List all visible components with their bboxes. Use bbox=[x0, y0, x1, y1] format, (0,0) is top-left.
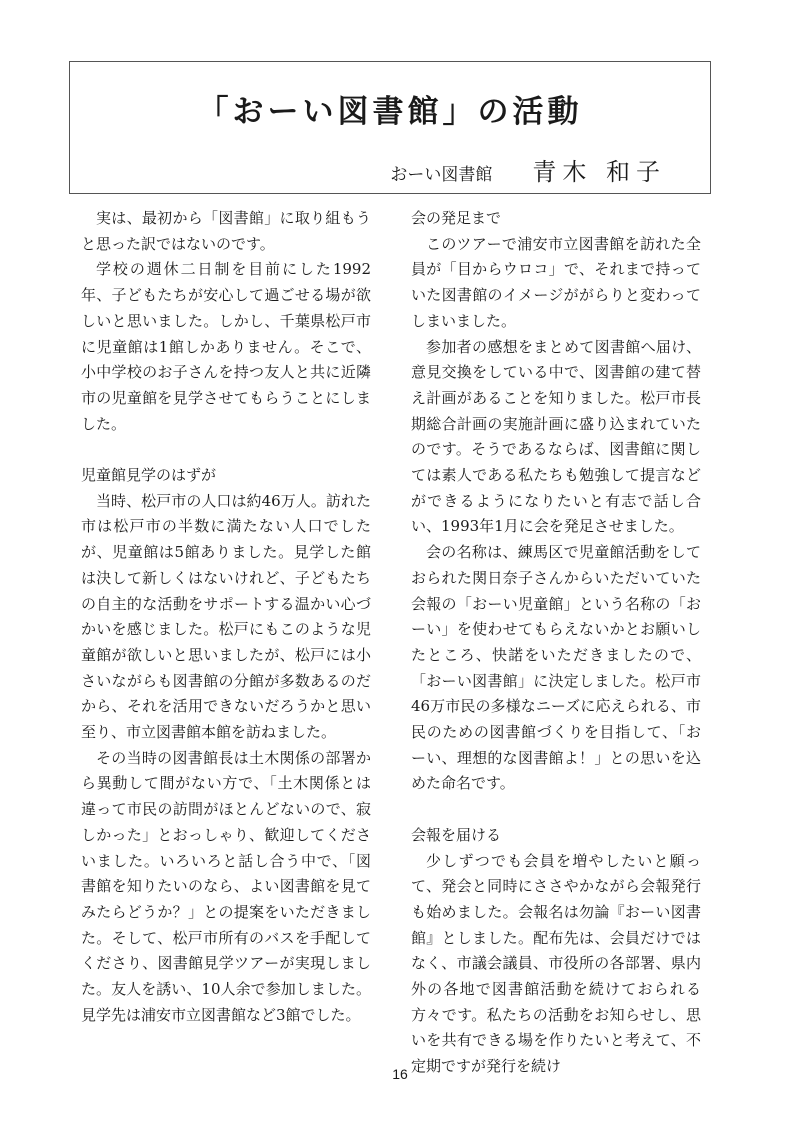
section-heading: 会の発足まで bbox=[411, 209, 502, 227]
spacer bbox=[411, 797, 701, 823]
author-name: 青木 和子 bbox=[532, 158, 666, 186]
article-title: 「おーい図書館」の活動 bbox=[197, 94, 583, 130]
title-box bbox=[69, 61, 711, 194]
paragraph: 実は、最初から「図書館」に取り組もうと思った訳ではないのです。 bbox=[81, 209, 371, 253]
paragraph: このツアーで浦安市立図書館を訪れた全員が「目からウロコ」で、それまで持っていた図書館のイメージががらりと変わってしまいました。 bbox=[411, 234, 701, 330]
paragraph: 会の名称は、練馬区で児童館活動をしておられた関日奈子さんからいただいていた会報の「おーい児童館」という名称の「おーい」を使わせてもらえないかとお願いしたところ、快諾をいただきましたので、「おーい図書館」に決定しました。松戸市46万市民の多様なニーズに応えられる、市民のための図書館づくりを目指して、「おーい、理想的な図書館よ！」との思いを込めた命名です。 bbox=[411, 543, 701, 793]
byline bbox=[390, 152, 666, 187]
paragraph: 少しずつでも会員を増やしたいと願って、発会と同時にささやかながら会報発行も始めました。会報名は勿論『おーい図書館』としました。配布先は、会員だけではなく、市議会議員、市役所の各部署、県内外の各地で図書館活動を続けておられる方々です。私たちの活動をお知らせし、思いを共有できる場を作りたいと考えて、不定期ですが発行を続け bbox=[411, 851, 701, 1076]
section-heading: 児童館見学のはずが bbox=[81, 466, 217, 485]
right-column bbox=[411, 206, 701, 1080]
paragraph: 学校の週休二日制を目前にした1992年、子どもたちが安心して過ごせる場が欲しいと思いました。しかし、千葉県松戸市に児童館は1館しかありません。そこで、小中学校のお子さんを持つ友人と共に近隣市の児童館を見学させてもらうことにしました。 bbox=[81, 260, 371, 433]
paragraph: その当時の図書館長は土木関係の部署から異動して間がない方で、「土木関係とは違って市民の訪問がほとんどないので、寂しかった」とおっしゃり、歓迎してくださいました。いろいろと話し合う中で、「図書館を知りたいのなら、よい図書館を見てみたらどうか？」との提案をいただきました。そして、松戸市所有のバスを手配してくださり、図書館見学ツアーが実現しました。友人を誘い、10人余で参加しました。見学先は浦安市立図書館など3館でした。 bbox=[81, 748, 371, 1024]
paragraph: 当時、松戸市の人口は約46万人。訪れた市は松戸市の半数に満たない人口でしたが、児童館は5館ありました。見学した館は決して新しくはないけれど、子どもたちの自主的な活動をサポートする温かい心づかいを感じました。松戸にもこのような児童館が欲しいと思いましたが、松戸には小さいながらも図書館の分館が多数あるのだから、それを活用できないだろうかと思い至り、市立図書館本館を訪ねました。 bbox=[81, 491, 371, 742]
organization-name: おーい図書館 bbox=[390, 165, 493, 185]
left-column bbox=[81, 206, 371, 1028]
paragraph: 参加者の感想をまとめて図書館へ届け、意見交換をしている中で、図書館の建て替え計画があることを知りました。松戸市長期総合計画の実施計画に盛り込まれていたのです。そうであるならば、図書館に関しては素人である私たちも勉強して提言などができるようになりたいと有志で話し合い、1993年1月に会を発足させました。 bbox=[411, 337, 701, 536]
spacer bbox=[81, 437, 371, 463]
page-number: 16 bbox=[392, 1066, 408, 1082]
section-heading: 会報を届ける bbox=[411, 825, 502, 844]
